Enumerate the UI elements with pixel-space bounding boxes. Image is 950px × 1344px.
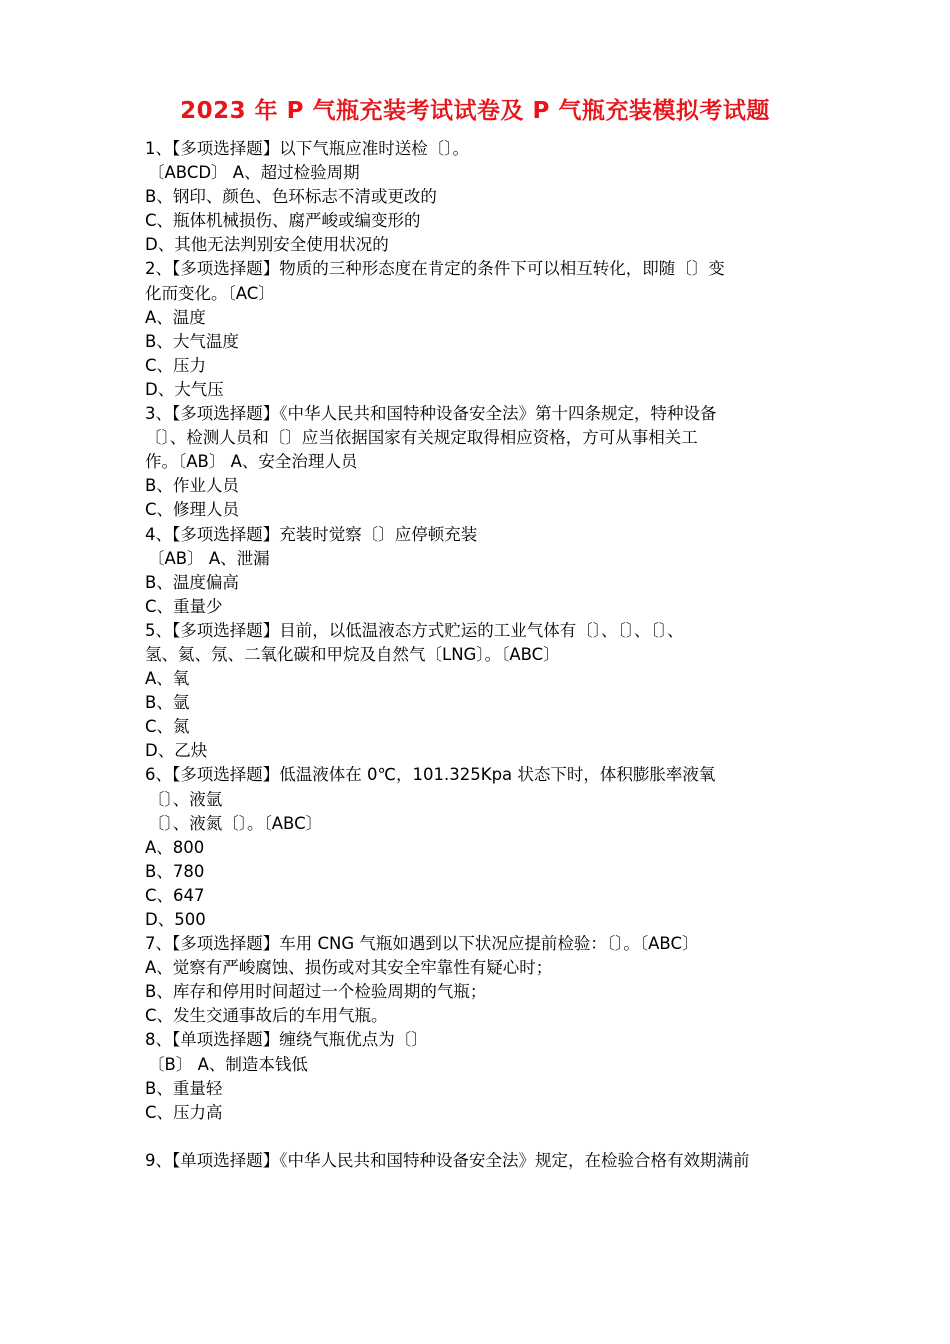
- question-1-answer-option-a: 〔ABCD〕 A、超过检验周期: [148, 163, 360, 183]
- question-3-option-c: C、修理人员: [145, 500, 240, 520]
- question-9-stem: 9、【单项选择题】《中华人民共和国特种设备安全法》规定，在检验合格有效期满前: [145, 1150, 750, 1170]
- question-5-option-d: D、乙炔: [145, 741, 208, 761]
- question-2-option-d: D、大气压: [145, 379, 224, 399]
- question-4-stem: 4、【多项选择题】充装时觉察〔〕应停顿充装: [145, 524, 478, 544]
- question-6-stem-cont-1: 〔〕、液氩: [148, 789, 223, 809]
- question-1-option-d: D、其他无法判别安全使用状况的: [145, 235, 389, 255]
- question-7-option-a: A、觉察有严峻腐蚀、损伤或对其安全牢靠性有疑心时；: [145, 958, 553, 978]
- question-3-answer-option-a: 作。〔AB〕 A、安全治理人员: [145, 452, 358, 472]
- question-6-option-c: C、647: [145, 885, 205, 905]
- question-2-option-c: C、压力: [145, 355, 207, 375]
- question-8-stem: 8、【单项选择题】缠绕气瓶优点为〔〕: [145, 1030, 428, 1050]
- question-6-option-d: D、500: [145, 910, 206, 929]
- question-3-stem-cont: 〔〕、检测人员和〔〕应当依据国家有关规定取得相应资格，方可从事相关工: [145, 428, 698, 448]
- question-2-stem-cont: 化而变化。〔AC〕: [145, 283, 275, 303]
- question-4-option-c: C、重量少: [145, 596, 223, 616]
- question-5-option-b: B、氩: [145, 693, 190, 713]
- question-6-option-a: A、800: [145, 837, 205, 857]
- question-8-answer-option-a: 〔B〕 A、制造本钱低: [148, 1054, 308, 1074]
- question-1-option-c: C、瓶体机械损伤、腐严峻或编变形的: [145, 211, 421, 231]
- question-4-answer-option-a: 〔AB〕 A、泄漏: [148, 548, 270, 568]
- question-2-option-a: A、温度: [145, 307, 206, 327]
- question-7-option-b: B、库存和停用时间超过一个检验周期的气瓶；: [145, 982, 487, 1002]
- question-8-option-c: C、压力高: [145, 1102, 223, 1122]
- question-3-stem: 3、【多项选择题】《中华人民共和国特种设备安全法》第十四条规定，特种设备: [145, 404, 717, 424]
- question-1-option-b: B、钢印、颜色、色环标志不清或更改的: [145, 187, 437, 207]
- question-2-stem: 2、【多项选择题】物质的三种形态度在肯定的条件下可以相互转化，即随〔〕变: [145, 259, 725, 279]
- question-6-stem-cont-2: 〔〕、液氮〔〕。〔ABC〕: [148, 813, 323, 833]
- question-6-option-b: B、780: [145, 861, 205, 881]
- question-2-option-b: B、大气温度: [145, 331, 239, 351]
- question-7-option-c: C、发生交通事故后的车用气瓶。: [145, 1006, 388, 1026]
- question-7-stem: 7、【多项选择题】车用 CNG 气瓶如遇到以下状况应提前检验：〔〕。〔ABC〕: [145, 934, 699, 954]
- question-1-stem: 1、【多项选择题】以下气瓶应准时送检〔〕。: [145, 139, 469, 158]
- blank-line: [145, 1125, 810, 1149]
- question-5-stem-cont: 氢、氦、氖、二氧化碳和甲烷及自然气〔LNG〕。〔ABC〕: [145, 644, 560, 664]
- question-5-stem: 5、【多项选择题】目前，以低温液态方式贮运的工业气体有〔〕、〔〕、〔〕、: [145, 620, 684, 640]
- document-title: 2023 年 P 气瓶充装考试试卷及 P 气瓶充装模拟考试题: [180, 98, 770, 124]
- question-4-option-b: B、温度偏高: [145, 572, 239, 592]
- question-5-option-c: C、氮: [145, 717, 190, 737]
- question-5-option-a: A、氧: [145, 669, 190, 689]
- question-3-option-b: B、作业人员: [145, 476, 239, 496]
- question-list: [145, 137, 810, 1173]
- question-8-option-b: B、重量轻: [145, 1078, 223, 1098]
- question-6-stem: 6、【多项选择题】低温液体在 0℃，101.325Kpa 状态下时，体积膨胀率液氧: [145, 765, 716, 785]
